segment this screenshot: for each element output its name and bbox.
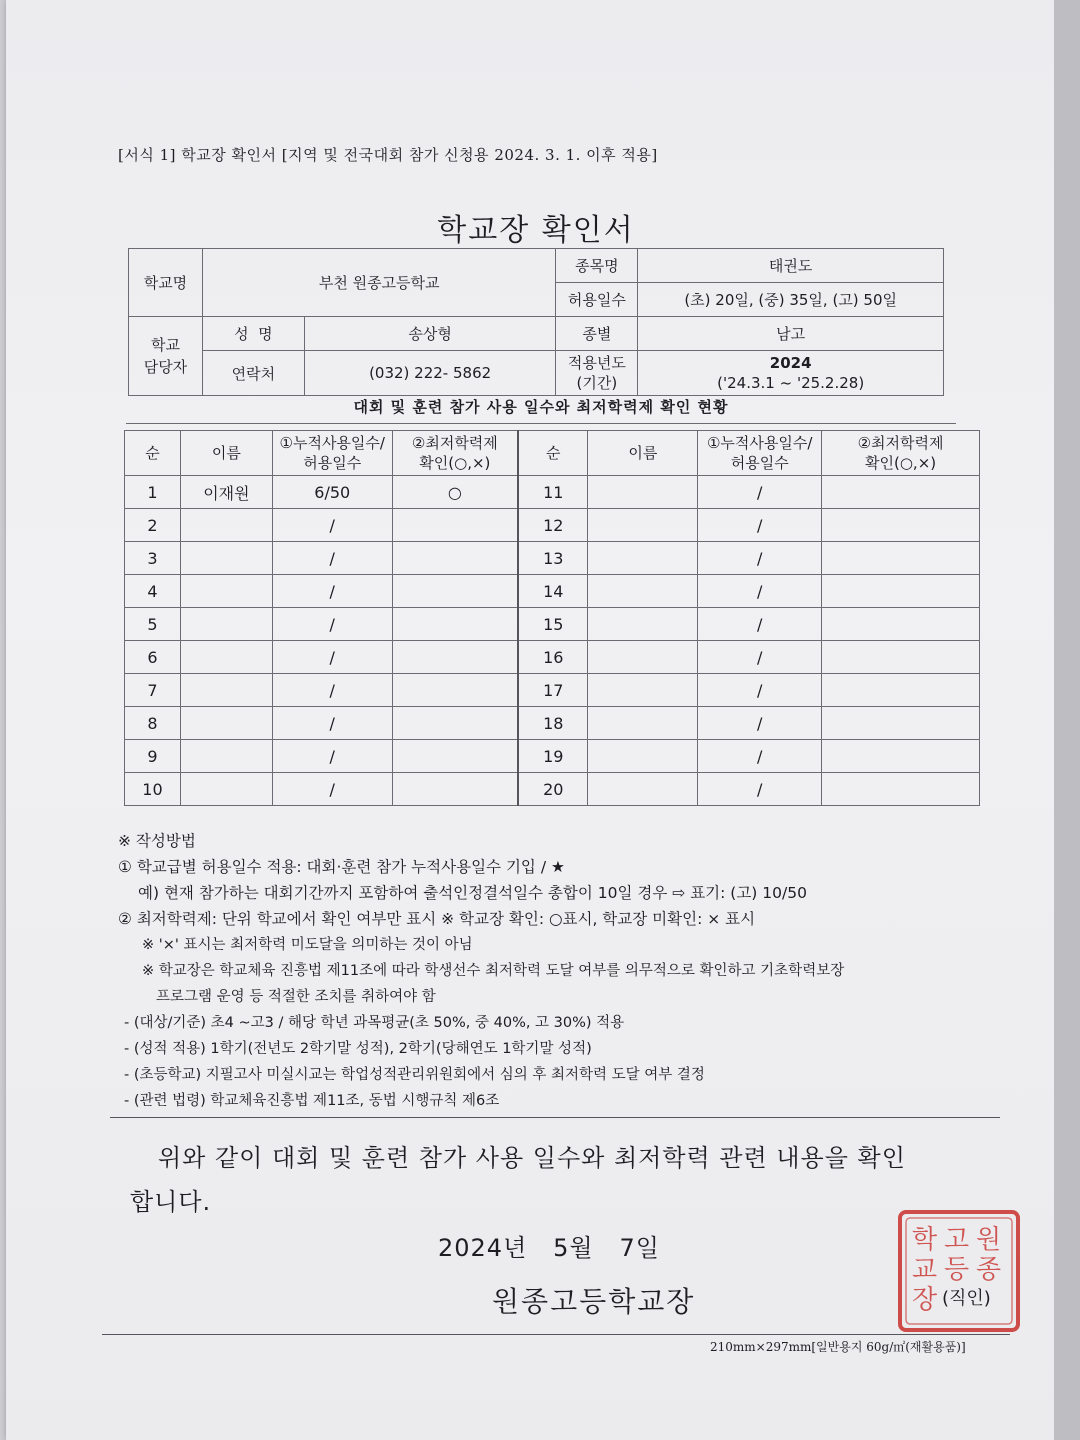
table-row	[125, 476, 980, 509]
row-check	[392, 608, 518, 641]
table-row	[125, 542, 980, 575]
name-value: 송상형	[304, 317, 556, 351]
row-check	[392, 542, 518, 575]
row-no: 10	[125, 773, 181, 806]
allowed-days-label: 허용일수	[556, 283, 638, 317]
allowed-days-value: (초) 20일, (중) 35일, (고) 50일	[638, 283, 944, 317]
row-days: /	[272, 542, 392, 575]
header-check-line2: 확인(○,×)	[419, 454, 491, 472]
row-check	[392, 575, 518, 608]
row-check-right	[822, 575, 980, 608]
row-check-right	[822, 707, 980, 740]
detail-1: - (대상/기준) 초4 ~고3 / 해당 학년 과목평균(초 50%, 중 40%, 고 30%) 적용	[124, 1015, 625, 1031]
header-days-line1: ①누적사용일수/	[279, 434, 385, 452]
header-check-right-line2: 확인(○,×)	[865, 454, 937, 472]
row-check-right	[822, 608, 980, 641]
header-days	[272, 431, 392, 476]
table-row	[125, 707, 980, 740]
header-no: 순	[125, 431, 181, 476]
row-name	[180, 575, 272, 608]
header-days-line2: 허용일수	[303, 454, 362, 472]
row-no: 7	[125, 674, 181, 707]
header-days-right	[698, 431, 822, 476]
row-days-right: /	[698, 740, 822, 773]
row-name	[180, 740, 272, 773]
confirmation-statement	[130, 1136, 990, 1224]
notes-heading: ※ 작성방법	[118, 832, 196, 850]
row-days-right: /	[698, 674, 822, 707]
row-days: /	[272, 608, 392, 641]
row-name-right	[588, 707, 698, 740]
header-check-right	[822, 431, 980, 476]
row-name	[180, 707, 272, 740]
row-name-right	[588, 542, 698, 575]
seal-char-5: 학	[912, 1225, 938, 1255]
note-1-example: 예) 현재 참가하는 대회기간까지 포함하여 출석인정결석일수 총합이 10일 경우 ⇨ 표기: (고) 10/50	[138, 884, 807, 902]
seal-char-6: 교	[912, 1255, 938, 1285]
row-days-right: /	[698, 476, 822, 509]
row-check	[392, 674, 518, 707]
seal-char-7: 장	[912, 1285, 938, 1315]
row-no-right: 12	[518, 509, 588, 542]
row-name-right	[588, 641, 698, 674]
row-name: 이재원	[180, 476, 272, 509]
note-1: ① 학교급별 허용일수 적용: 대회·훈련 참가 누적사용일수 기입 / ★	[118, 858, 565, 876]
row-no-right: 11	[518, 476, 588, 509]
row-days: /	[272, 509, 392, 542]
seal-char-4: 등	[944, 1255, 970, 1285]
row-name	[180, 542, 272, 575]
row-days-right: /	[698, 509, 822, 542]
row-name	[180, 608, 272, 641]
year-label-line1: 적용년도	[567, 354, 626, 372]
document-title: 학교장 확인서	[437, 213, 635, 248]
row-days: /	[272, 707, 392, 740]
status-title: 대회 및 훈련 참가 사용 일수와 최저학력제 확인 현황	[126, 396, 956, 424]
period-value: ('24.3.1 ~ '25.2.28)	[717, 374, 865, 392]
row-no-right: 17	[518, 674, 588, 707]
note-2a: ※ '×' 표시는 최저학력 미도달을 의미하는 것이 아님	[142, 937, 473, 953]
row-days: 6/50	[272, 476, 392, 509]
row-check-right	[822, 542, 980, 575]
row-no: 4	[125, 575, 181, 608]
seal-char-3: 고	[944, 1225, 970, 1255]
row-name-right	[588, 674, 698, 707]
row-no-right: 20	[518, 773, 588, 806]
seal-char-1: 원	[976, 1225, 1002, 1255]
row-days: /	[272, 740, 392, 773]
sport-label: 종목명	[556, 249, 638, 283]
row-check	[392, 707, 518, 740]
row-no: 3	[125, 542, 181, 575]
row-no-right: 16	[518, 641, 588, 674]
row-no: 9	[125, 740, 181, 773]
document-paper	[6, 0, 1054, 1440]
row-check-right	[822, 641, 980, 674]
row-name-right	[588, 476, 698, 509]
header-check-right-line1: ②최저학력제	[857, 434, 944, 452]
gender-value: 남고	[638, 317, 944, 351]
note-2b: ※ 학교장은 학교체육 진흥법 제11조에 따라 학생선수 최저학력 도달 여부를 의무적으로 확인하고 기초학력보장	[142, 963, 845, 979]
school-value: 부천 원종고등학교	[202, 249, 556, 317]
info-table	[128, 248, 944, 396]
row-days: /	[272, 575, 392, 608]
row-check-right	[822, 740, 980, 773]
row-check	[392, 509, 518, 542]
contact-label: 연락처	[202, 351, 304, 396]
row-name	[180, 641, 272, 674]
row-check	[392, 740, 518, 773]
row-check-right	[822, 509, 980, 542]
year-label-line2: (기간)	[576, 374, 618, 392]
row-name-right	[588, 575, 698, 608]
status-table	[124, 430, 980, 806]
official-seal-icon	[896, 1208, 1022, 1334]
row-name	[180, 509, 272, 542]
staff-label-line1: 학교	[150, 336, 180, 354]
header-check-line1: ②최저학력제	[411, 434, 498, 452]
year-label	[556, 351, 638, 396]
table-row	[125, 575, 980, 608]
row-name-right	[588, 608, 698, 641]
detail-4: - (관련 법령) 학교체육진흥법 제11조, 동법 시행규칙 제6조	[124, 1093, 500, 1109]
gender-label: 종별	[556, 317, 638, 351]
form-number: [서식 1] 학교장 확인서 [지역 및 전국대회 참가 신청용 2024. 3. 1. 이후 적용]	[118, 146, 658, 164]
table-row	[125, 608, 980, 641]
row-check	[392, 641, 518, 674]
row-days-right: /	[698, 707, 822, 740]
row-days: /	[272, 641, 392, 674]
header-no-right: 순	[518, 431, 588, 476]
row-no-right: 14	[518, 575, 588, 608]
principal-name: 원종고등학교장	[492, 1285, 696, 1318]
divider-line	[110, 1117, 1000, 1118]
row-name-right	[588, 509, 698, 542]
table-row	[125, 509, 980, 542]
table-row	[125, 674, 980, 707]
row-no: 8	[125, 707, 181, 740]
row-check	[392, 773, 518, 806]
header-days-right-line1: ①누적사용일수/	[706, 434, 813, 452]
header-days-right-line2: 허용일수	[730, 454, 789, 472]
row-name	[180, 674, 272, 707]
row-check: ○	[392, 476, 518, 509]
row-no-right: 19	[518, 740, 588, 773]
row-no-right: 13	[518, 542, 588, 575]
footer-line	[102, 1334, 1010, 1335]
row-no: 5	[125, 608, 181, 641]
detail-2: - (성적 적용) 1학기(전년도 2학기말 성적), 2학기(당해연도 1학기말 성적)	[124, 1041, 592, 1057]
table-row	[125, 773, 980, 806]
table-row	[125, 641, 980, 674]
row-days-right: /	[698, 773, 822, 806]
status-header-row	[125, 431, 980, 476]
note-2b-cont: 프로그램 운영 등 적절한 조치를 취하여야 함	[156, 989, 436, 1005]
header-name: 이름	[180, 431, 272, 476]
school-label: 학교명	[129, 249, 203, 317]
row-days: /	[272, 674, 392, 707]
row-days-right: /	[698, 641, 822, 674]
row-check-right	[822, 476, 980, 509]
year-value-main: 2024	[769, 354, 812, 372]
name-label: 성 명	[202, 317, 304, 351]
staff-label	[129, 317, 203, 396]
table-row	[125, 740, 980, 773]
row-no-right: 18	[518, 707, 588, 740]
row-no: 1	[125, 476, 181, 509]
paper-spec: 210mm×297mm[일반용지 60g/㎡(재활용품)]	[710, 1340, 966, 1354]
row-no-right: 15	[518, 608, 588, 641]
row-name-right	[588, 740, 698, 773]
row-days: /	[272, 773, 392, 806]
issue-date: 2024년 5월 7일	[438, 1234, 660, 1262]
row-days-right: /	[698, 575, 822, 608]
header-name-right: 이름	[588, 431, 698, 476]
seal-char-2: 종	[976, 1255, 1002, 1285]
row-days-right: /	[698, 608, 822, 641]
sport-value: 태권도	[638, 249, 944, 283]
confirmation-line-2: 합니다.	[130, 1188, 212, 1216]
writing-instructions	[118, 828, 998, 1114]
seal-label: (직인)	[942, 1288, 991, 1309]
year-value	[638, 351, 944, 396]
row-no: 6	[125, 641, 181, 674]
header-check	[392, 431, 518, 476]
row-name	[180, 773, 272, 806]
background-edge	[1054, 0, 1080, 1440]
confirmation-line-1: 위와 같이 대회 및 훈련 참가 사용 일수와 최저학력 관련 내용을 확인	[158, 1144, 906, 1172]
row-no: 2	[125, 509, 181, 542]
contact-value: (032) 222- 5862	[304, 351, 556, 396]
row-name-right	[588, 773, 698, 806]
row-check-right	[822, 773, 980, 806]
row-days-right: /	[698, 542, 822, 575]
staff-label-line2: 담당자	[143, 358, 188, 376]
detail-3: - (초등학교) 지필고사 미실시교는 학업성적관리위원회에서 심의 후 최저학력 도달 여부 결정	[124, 1067, 705, 1083]
note-2: ② 최저학력제: 단위 학교에서 확인 여부만 표시 ※ 학교장 확인: ○표시, 학교장 미확인: × 표시	[118, 910, 756, 928]
row-check-right	[822, 674, 980, 707]
